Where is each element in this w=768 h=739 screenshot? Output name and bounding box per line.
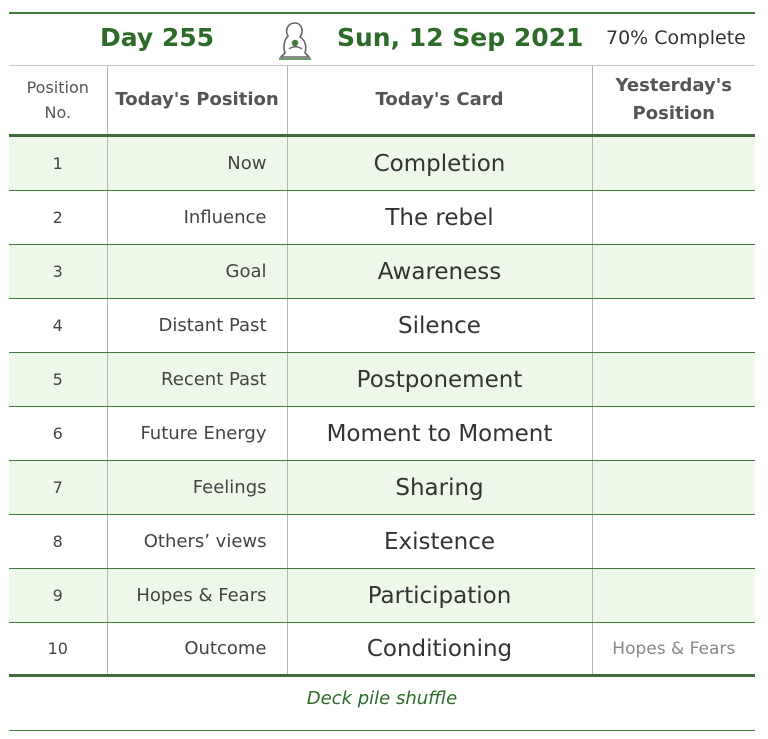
todays-position: Now bbox=[107, 136, 287, 191]
todays-card: Completion bbox=[287, 136, 592, 191]
yesterdays-position: Hopes & Fears bbox=[592, 623, 755, 676]
position-number: 2 bbox=[9, 191, 107, 245]
reading-date: Sun, 12 Sep 2021 bbox=[337, 23, 584, 52]
todays-card: Moment to Moment bbox=[287, 407, 592, 461]
position-number: 5 bbox=[9, 353, 107, 407]
position-number: 3 bbox=[9, 245, 107, 299]
todays-position: Future Energy bbox=[107, 407, 287, 461]
todays-card: Conditioning bbox=[287, 623, 592, 676]
progress-text: 70% Complete bbox=[606, 27, 746, 49]
todays-card: Awareness bbox=[287, 245, 592, 299]
position-number: 4 bbox=[9, 299, 107, 353]
todays-position: Outcome bbox=[107, 623, 287, 676]
position-number: 9 bbox=[9, 569, 107, 623]
col-header-position-no: Position No. bbox=[9, 66, 107, 136]
meditating-figure-icon bbox=[275, 19, 315, 61]
yesterdays-position bbox=[592, 515, 755, 569]
todays-card: Postponement bbox=[287, 353, 592, 407]
spread-table bbox=[9, 65, 755, 677]
todays-position: Others’ views bbox=[107, 515, 287, 569]
table-row[interactable] bbox=[9, 353, 755, 407]
todays-card: Sharing bbox=[287, 461, 592, 515]
todays-position: Distant Past bbox=[107, 299, 287, 353]
table-row[interactable] bbox=[9, 623, 755, 676]
yesterdays-position bbox=[592, 245, 755, 299]
yesterdays-position bbox=[592, 353, 755, 407]
todays-card: Existence bbox=[287, 515, 592, 569]
position-number: 10 bbox=[9, 623, 107, 676]
table-row[interactable] bbox=[9, 569, 755, 623]
position-number: 7 bbox=[9, 461, 107, 515]
todays-card: Silence bbox=[287, 299, 592, 353]
yesterdays-position bbox=[592, 191, 755, 245]
yesterdays-position bbox=[592, 569, 755, 623]
yesterdays-position bbox=[592, 136, 755, 191]
todays-position: Hopes & Fears bbox=[107, 569, 287, 623]
todays-card: The rebel bbox=[287, 191, 592, 245]
position-number: 8 bbox=[9, 515, 107, 569]
table-row[interactable] bbox=[9, 461, 755, 515]
table-header-row bbox=[9, 66, 755, 136]
todays-card: Participation bbox=[287, 569, 592, 623]
col-header-todays-card: Today's Card bbox=[287, 66, 592, 136]
table-row[interactable] bbox=[9, 299, 755, 353]
todays-position: Recent Past bbox=[107, 353, 287, 407]
bottom-rule bbox=[9, 730, 755, 731]
yesterdays-position bbox=[592, 407, 755, 461]
deck-pile-shuffle-link[interactable]: Deck pile shuffle bbox=[306, 688, 458, 709]
position-number: 6 bbox=[9, 407, 107, 461]
todays-position: Feelings bbox=[107, 461, 287, 515]
todays-position: Goal bbox=[107, 245, 287, 299]
table-row[interactable] bbox=[9, 515, 755, 569]
table-row[interactable] bbox=[9, 191, 755, 245]
table-row[interactable] bbox=[9, 245, 755, 299]
yesterdays-position bbox=[592, 299, 755, 353]
col-header-yesterdays-position: Yesterday's Position bbox=[592, 66, 755, 136]
table-row[interactable] bbox=[9, 407, 755, 461]
header-bar bbox=[9, 14, 755, 65]
table-row[interactable] bbox=[9, 136, 755, 191]
yesterdays-position bbox=[592, 461, 755, 515]
position-number: 1 bbox=[9, 136, 107, 191]
todays-position: Influence bbox=[107, 191, 287, 245]
col-header-todays-position: Today's Position bbox=[107, 66, 287, 136]
day-counter: Day 255 bbox=[100, 23, 215, 52]
